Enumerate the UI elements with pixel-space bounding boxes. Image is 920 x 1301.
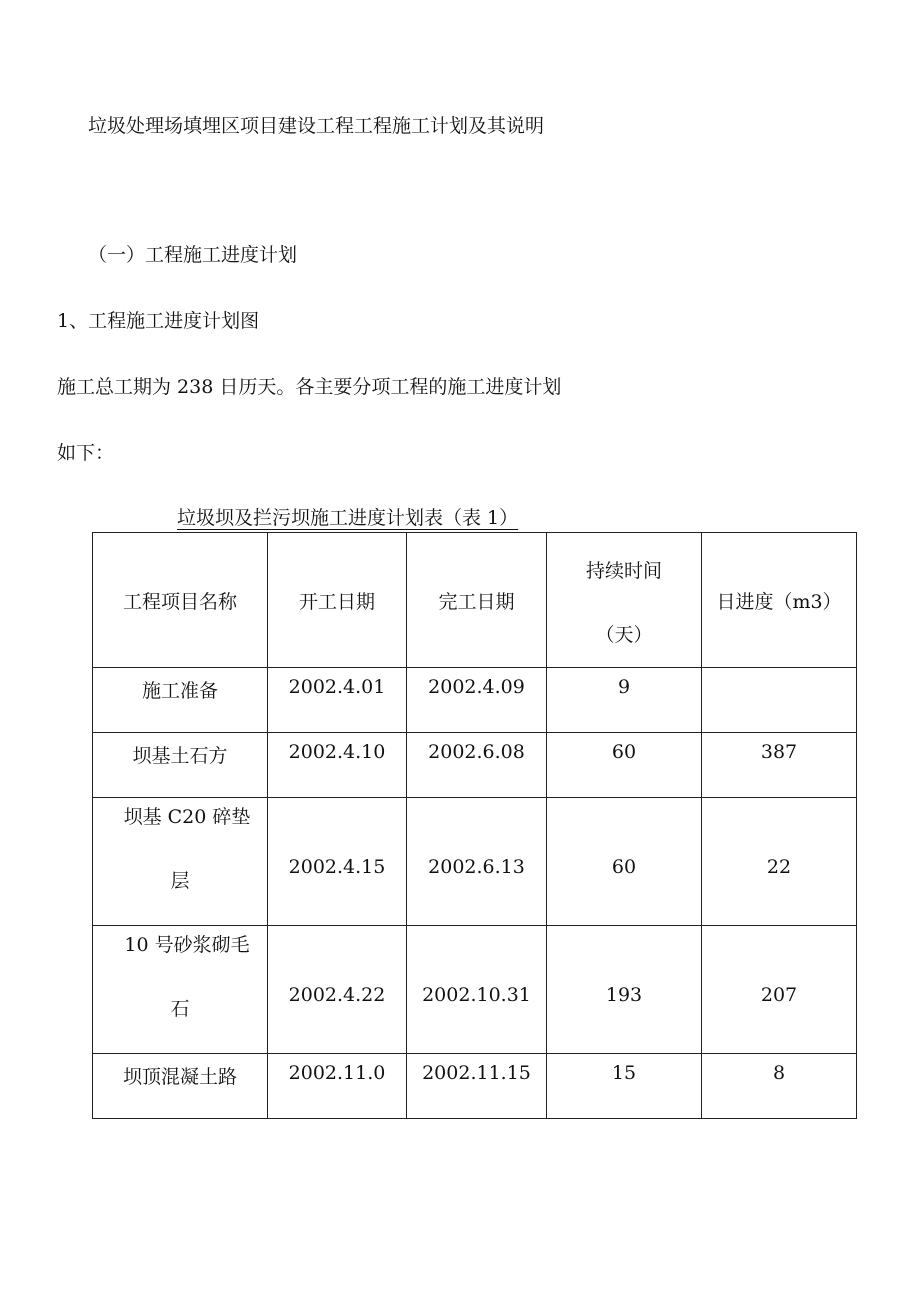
table-caption: 垃圾坝及拦污坝施工进度计划表（表 1） (177, 507, 519, 529)
cell-daily (702, 668, 857, 733)
cell-text: 9 (617, 676, 631, 698)
cell-start (268, 733, 407, 798)
table-row (93, 668, 857, 733)
cell-text: 2002.4.09 (428, 676, 525, 698)
cell-name (93, 798, 268, 926)
cell-text: 10 号砂浆砌毛 (124, 934, 250, 956)
cell-text: 坝顶混凝土路 (122, 1066, 237, 1088)
cell-start (268, 1054, 407, 1119)
header-cell-daily (702, 533, 857, 668)
cell-text: 2002.4.22 (288, 984, 386, 1006)
table-header-row (93, 533, 857, 668)
cell-daily (702, 798, 857, 926)
schedule-table (92, 532, 857, 1119)
cell-name (93, 1054, 268, 1119)
cell-text: 层 (170, 870, 190, 892)
cell-start (268, 926, 407, 1054)
cell-start (268, 798, 407, 926)
cell-text: 8 (772, 1062, 786, 1084)
cell-text: 石 (170, 998, 190, 1020)
cell-text: 施工准备 (141, 680, 218, 702)
cell-text: 2002.10.31 (422, 984, 531, 1006)
cell-daily (702, 1054, 857, 1119)
cell-text: 60 (611, 741, 637, 763)
header-cell-end (407, 533, 547, 668)
cell-duration (547, 926, 702, 1054)
header-label: 日进度（m3） (716, 591, 842, 613)
header-label: 工程项目名称 (122, 591, 237, 613)
sub-heading: 1、工程施工进度计划图 (57, 310, 260, 332)
cell-start (268, 668, 407, 733)
paragraph-line: 如下： (57, 442, 115, 464)
cell-end (407, 733, 547, 798)
table-row (93, 926, 857, 1054)
cell-text: 2002.11.15 (422, 1062, 531, 1084)
cell-text: 193 (605, 984, 643, 1006)
cell-text: 207 (760, 984, 798, 1006)
cell-end (407, 926, 547, 1054)
cell-text: 2002.4.10 (288, 741, 386, 763)
cell-end (407, 668, 547, 733)
cell-text: 2002.11.0 (288, 1062, 386, 1084)
cell-duration (547, 1054, 702, 1119)
cell-text: 387 (760, 741, 798, 763)
header-cell-start (268, 533, 407, 668)
header-label: 持续时间 (585, 560, 662, 582)
cell-duration (547, 733, 702, 798)
table-row (93, 798, 857, 926)
cell-end (407, 1054, 547, 1119)
header-cell-name (93, 533, 268, 668)
header-label: 完工日期 (438, 591, 515, 613)
cell-daily (702, 926, 857, 1054)
cell-text: 坝基 C20 碎垫 (123, 806, 251, 828)
cell-daily (702, 733, 857, 798)
header-label: （天） (595, 624, 653, 646)
paragraph-line: 施工总工期为 238 日历天。各主要分项工程的施工进度计划 (57, 376, 562, 398)
cell-text: 2002.6.08 (428, 741, 525, 763)
cell-end (407, 798, 547, 926)
cell-text: 2002.4.15 (288, 856, 386, 878)
cell-text: 2002.4.01 (288, 676, 386, 698)
cell-text: 2002.6.13 (428, 856, 525, 878)
cell-text: 15 (611, 1062, 637, 1084)
table-row (93, 1054, 857, 1119)
cell-text: 60 (611, 856, 637, 878)
document-title: 垃圾处理场填埋区项目建设工程工程施工计划及其说明 (88, 115, 545, 137)
cell-text: 22 (766, 856, 792, 878)
cell-name (93, 668, 268, 733)
cell-text: 坝基土石方 (132, 745, 228, 767)
section-heading: （一）工程施工进度计划 (88, 244, 298, 266)
cell-duration (547, 798, 702, 926)
cell-duration (547, 668, 702, 733)
table-row (93, 733, 857, 798)
cell-name (93, 926, 268, 1054)
header-cell-duration (547, 533, 702, 668)
header-label: 开工日期 (298, 591, 375, 613)
cell-name (93, 733, 268, 798)
